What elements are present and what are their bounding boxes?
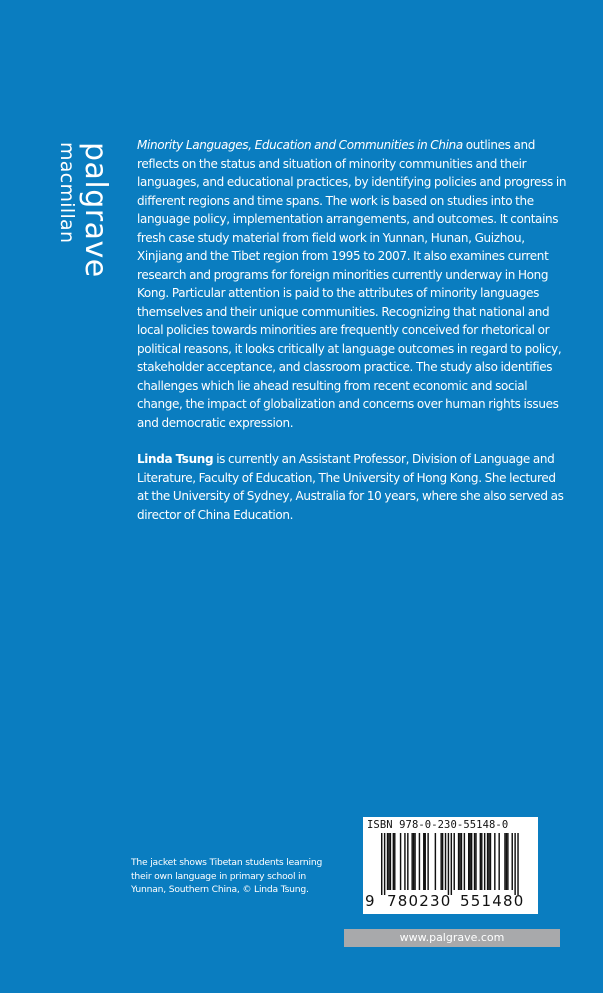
isbn-label: ISBN 978-0-230-55148-0 [367,819,509,831]
barcode-bar [400,833,401,890]
barcode-bar [507,833,508,890]
description-text: outlines and reflects on the status and situation of minority communities and their languages, and educational practices, by identifying policies and progress in different regions and time spans. The work is based on studies into the language policy, implementation arrangements, and outcomes. It contains fresh case study material from field work in Yunnan, Hunan, Guizhou, Xinjiang and the Tibet region from 1995 to 2007. It also examines current research and programs for foreign minorities currently underway in Hong Kong. Particular attention is paid to the attributes of minority languages themselves and their unique communities. Recognizing that national and local policies towards minorities are frequently conceived for rhetorical or political reasons, it looks critically at language outcomes in regard to policy, stakeholder acceptance, and classroom practice. The study also identifies challenges which lie ahead resulting from recent economic and social change, the impact of globalization and concerns over human rights issues and democratic expression. [137,138,567,430]
barcode-bar [488,833,489,890]
barcode-bar [498,833,499,890]
barcode-bar [387,833,388,890]
ean-left-digits: 780230 [387,892,452,910]
barcode-bar [475,833,476,890]
barcode-bar [487,833,488,890]
book-blurb [137,136,569,524]
barcode-bar [494,833,495,890]
barcode-bar [413,833,414,890]
barcode-guard-bar [517,833,518,895]
palgrave-macmillan-logo [56,142,113,278]
barcode-bar [445,833,446,890]
barcode-bar [411,833,412,890]
barcode-bar [393,833,394,890]
author-bio: is currently an Assistant Professor, Division of Language and Literature, Faculty of Education, The University of Hong Kong. She lectured at the University of Sydney, Australia for 10 years, where she also served as director of China Education. [137,452,564,522]
barcode-bar [490,833,491,890]
isbn-barcode [363,817,538,914]
logo-macmillan-text: macmillan [56,142,78,244]
barcode-bar [480,833,481,890]
author-name: Linda Tsung [137,452,214,466]
barcode-bar [474,833,475,890]
barcode-bar [512,833,513,890]
barcode-bar [471,833,472,890]
barcode-bar [440,833,441,890]
ean-right-digits: 551480 [460,892,525,910]
website-url[interactable]: www.palgrave.com [399,931,505,944]
author-paragraph [137,450,569,524]
barcode-bar [484,833,485,890]
barcode-bar [419,833,420,890]
barcode-bar [388,833,389,890]
description-paragraph [137,136,569,432]
barcode-bar [425,833,426,890]
barcode-bar [469,833,470,890]
barcode-guard-bar [514,833,515,895]
barcode-bar [435,833,436,890]
barcode-bar [504,833,505,890]
book-title: Minority Languages, Education and Communities in China [137,138,463,152]
website-bar[interactable] [344,929,560,947]
barcode-bar [459,833,460,890]
barcode-bar [506,833,507,890]
barcode-bar [394,833,395,890]
barcode-bar [458,833,459,890]
barcode-bar [481,833,482,890]
barcode-bar [407,833,408,890]
barcode-bar [427,833,428,890]
barcode-bar [404,833,405,890]
jacket-caption: The jacket shows Tibetan students learning their own language in primary school in Yunnan, Southern China, © Linda Tsung. [131,857,323,895]
barcode-bar [442,833,443,890]
barcode-guard-bar [384,833,385,895]
barcode-bar [454,833,455,890]
barcode-bars [363,833,538,895]
barcode-bar [390,833,391,890]
logo-palgrave-text: palgrave [78,142,113,278]
barcode-guard-bar [451,833,452,895]
barcode-guard-bar [381,833,382,895]
barcode-guard-bar [448,833,449,895]
barcode-bar [423,833,424,890]
ean-first-digit: 9 [365,892,375,910]
barcode-bar [468,833,469,890]
barcode-bar [461,833,462,890]
barcode-bar [464,833,465,890]
barcode-bar [414,833,415,890]
